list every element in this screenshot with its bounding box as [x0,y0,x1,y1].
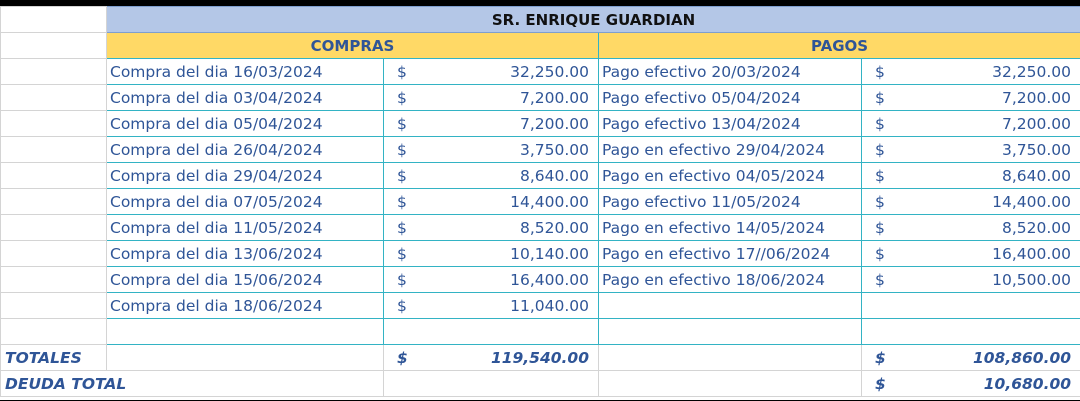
compra-amount-cell[interactable] [384,163,599,189]
row-label-cell[interactable] [1,59,107,85]
compra-description[interactable]: Compra del dia 16/03/2024 [107,59,384,85]
total-pagos-cell[interactable] [862,345,1080,371]
empty-cell[interactable] [1,319,107,345]
compra-amount-cell[interactable] [384,137,599,163]
compra-description[interactable]: Compra del dia 26/04/2024 [107,137,384,163]
table-row [1,137,1080,163]
deuda-row [1,371,1080,397]
currency-symbol: $ [875,192,885,211]
empty-cell[interactable] [107,319,384,345]
pago-description[interactable]: Pago en efectivo 18/06/2024 [599,267,862,293]
compra-amount-cell[interactable] [384,215,599,241]
currency-symbol: $ [397,348,408,367]
currency-symbol: $ [397,114,407,133]
pagos-header[interactable]: PAGOS [599,33,1080,59]
pago-amount: 8,640.00 [1002,166,1072,185]
table-row [1,59,1080,85]
table-row [1,267,1080,293]
currency-symbol: $ [397,244,407,263]
compra-description[interactable]: Compra del dia 18/06/2024 [107,293,384,319]
row-label-cell[interactable] [1,293,107,319]
currency-symbol: $ [397,166,407,185]
empty-cell[interactable] [384,319,599,345]
section-header-row [1,33,1080,59]
currency-symbol: $ [397,218,407,237]
pago-amount: 7,200.00 [1002,114,1072,133]
compra-amount-cell[interactable] [384,189,599,215]
pago-amount: 16,400.00 [992,244,1072,263]
compra-amount: 11,040.00 [510,296,589,315]
pago-amount-cell[interactable] [862,85,1080,111]
table-row [1,163,1080,189]
row-label-cell[interactable] [1,111,107,137]
pago-description[interactable]: Pago efectivo 05/04/2024 [599,85,862,111]
currency-symbol: $ [397,88,407,107]
row-label-cell[interactable] [1,267,107,293]
sheet-title[interactable]: SR. ENRIQUE GUARDIAN [107,7,1080,33]
table-row [1,215,1080,241]
empty-cell[interactable] [384,371,599,397]
compra-amount: 8,520.00 [519,218,589,237]
compra-amount-cell[interactable] [384,111,599,137]
row-label-cell[interactable] [1,241,107,267]
pago-amount-cell[interactable] [862,111,1080,137]
total-pagos: 108,860.00 [972,348,1072,367]
currency-symbol: $ [875,374,886,393]
pago-amount-cell[interactable] [862,293,1080,319]
empty-cell[interactable] [599,371,862,397]
total-compras: 119,540.00 [490,348,589,367]
cell[interactable] [1,33,107,59]
empty-cell[interactable] [107,345,384,371]
compra-amount: 8,640.00 [519,166,589,185]
currency-symbol: $ [875,166,885,185]
empty-row [1,319,1080,345]
pago-description[interactable]: Pago efectivo 20/03/2024 [599,59,862,85]
currency-symbol: $ [397,192,407,211]
row-label-cell[interactable] [1,137,107,163]
pago-amount-cell[interactable] [862,137,1080,163]
pago-amount: 3,750.00 [1002,140,1072,159]
currency-symbol: $ [875,62,885,81]
compras-header[interactable]: COMPRAS [107,33,599,59]
compra-amount: 14,400.00 [510,192,589,211]
pago-description[interactable]: Pago en efectivo 29/04/2024 [599,137,862,163]
deuda-total-label[interactable]: DEUDA TOTAL [1,371,384,397]
compra-description[interactable]: Compra del dia 29/04/2024 [107,163,384,189]
pago-amount-cell[interactable] [862,267,1080,293]
pago-description[interactable]: Pago en efectivo 17//06/2024 [599,241,862,267]
table-row [1,111,1080,137]
compra-amount-cell[interactable] [384,293,599,319]
currency-symbol: $ [875,140,885,159]
currency-symbol: $ [397,296,407,315]
title-row [1,7,1080,33]
compra-amount: 32,250.00 [510,62,589,81]
compra-amount: 10,140.00 [510,244,589,263]
compra-description[interactable]: Compra del dia 07/05/2024 [107,189,384,215]
compra-description[interactable]: Compra del dia 13/06/2024 [107,241,384,267]
pago-description[interactable] [599,293,862,319]
compra-amount: 3,750.00 [519,140,589,159]
currency-symbol: $ [875,218,885,237]
compra-amount-cell[interactable] [384,59,599,85]
compra-amount: 16,400.00 [510,270,589,289]
total-compras-cell[interactable] [384,345,599,371]
pago-amount: 32,250.00 [992,62,1072,81]
spreadsheet [0,6,1080,400]
compra-description[interactable]: Compra del dia 03/04/2024 [107,85,384,111]
table-row [1,189,1080,215]
pago-amount-cell[interactable] [862,163,1080,189]
pago-description[interactable]: Pago en efectivo 04/05/2024 [599,163,862,189]
pago-amount-cell[interactable] [862,215,1080,241]
currency-symbol: $ [875,270,885,289]
currency-symbol: $ [875,114,885,133]
pago-amount-cell[interactable] [862,241,1080,267]
compra-amount: 7,200.00 [519,88,589,107]
empty-cell[interactable] [599,345,862,371]
ledger-table [0,6,1080,397]
totales-label[interactable]: TOTALES [1,345,107,371]
deuda-total-cell[interactable] [862,371,1080,397]
row-label-cell[interactable] [1,215,107,241]
compra-amount-cell[interactable] [384,85,599,111]
pago-description[interactable]: Pago en efectivo 14/05/2024 [599,215,862,241]
table-row [1,293,1080,319]
pago-description[interactable]: Pago efectivo 11/05/2024 [599,189,862,215]
row-label-cell[interactable] [1,163,107,189]
empty-cell[interactable] [862,319,1080,345]
table-row [1,241,1080,267]
totals-row [1,345,1080,371]
pago-amount-cell[interactable] [862,59,1080,85]
compra-amount: 7,200.00 [519,114,589,133]
pago-amount: 8,520.00 [1002,218,1072,237]
pago-amount-cell[interactable] [862,189,1080,215]
compra-amount-cell[interactable] [384,267,599,293]
pago-amount: 14,400.00 [992,192,1072,211]
cell[interactable] [1,7,107,33]
deuda-total-amount: 10,680.00 [983,374,1072,393]
compra-description[interactable]: Compra del dia 15/06/2024 [107,267,384,293]
compra-description[interactable]: Compra del dia 11/05/2024 [107,215,384,241]
table-row [1,85,1080,111]
pago-amount: 7,200.00 [1002,88,1072,107]
row-label-cell[interactable] [1,85,107,111]
currency-symbol: $ [875,348,886,367]
empty-cell[interactable] [599,319,862,345]
currency-symbol: $ [397,270,407,289]
pago-amount: 10,500.00 [992,270,1072,289]
row-label-cell[interactable] [1,189,107,215]
pago-description[interactable]: Pago efectivo 13/04/2024 [599,111,862,137]
compra-description[interactable]: Compra del dia 05/04/2024 [107,111,384,137]
compra-amount-cell[interactable] [384,241,599,267]
currency-symbol: $ [875,244,885,263]
currency-symbol: $ [397,140,407,159]
currency-symbol: $ [397,62,407,81]
currency-symbol: $ [875,88,885,107]
